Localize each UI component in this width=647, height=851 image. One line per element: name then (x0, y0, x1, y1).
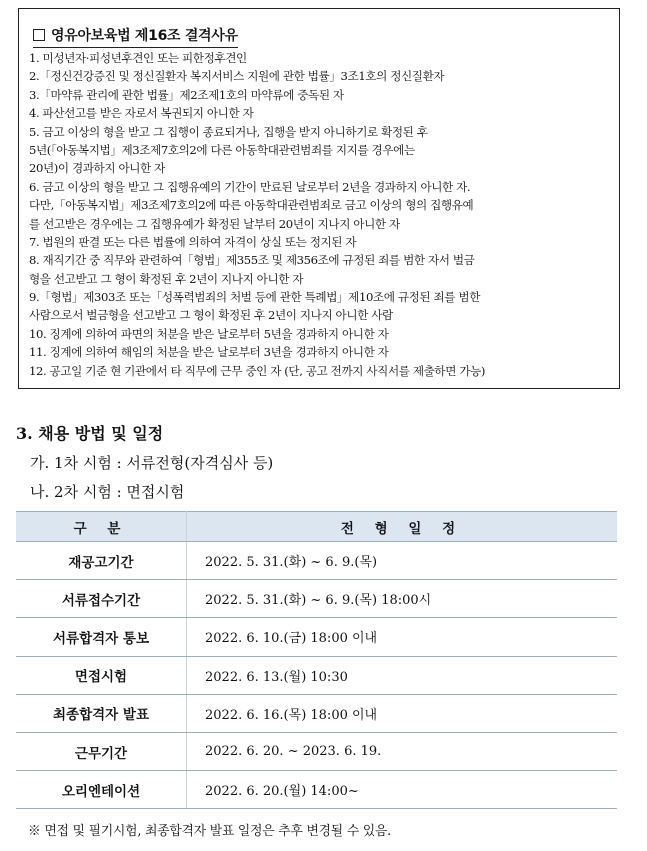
list-item: 5. 금고 이상의 형을 받고 그 집행이 종료되거나, 집행을 받지 아니하기로 확정된 후 (29, 124, 428, 139)
title-underline (33, 47, 238, 48)
table-row (16, 618, 617, 656)
row-value: 2022. 6. 20. ~ 2023. 6. 19. (187, 732, 618, 770)
row-label: 최종합격자 발표 (16, 694, 187, 732)
list-item: 9.「형법」제303조 또는「성폭력범죄의 처벌 등에 관한 특례법」제10조에 규정된 죄를 범한 (29, 290, 480, 305)
table-row (16, 732, 617, 770)
box-title (33, 25, 238, 45)
list-item: 형을 선고받고 그 형이 확정된 후 2년이 지나지 아니한 자 (29, 271, 304, 286)
schedule-header-row (16, 512, 617, 542)
header-category: 구 분 (16, 512, 187, 542)
row-value: 2022. 5. 31.(화) ~ 6. 9.(목) (187, 542, 618, 580)
second-exam-text: 나. 2차 시험 : 면접시험 (30, 483, 185, 501)
disqualification-list (29, 49, 614, 380)
list-item: 11. 징계에 의하여 해임의 처분을 받은 날로부터 3년을 경과하지 아니한 자 (29, 345, 389, 360)
row-value: 2022. 5. 31.(화) ~ 6. 9.(목) 18:00시 (187, 580, 618, 618)
row-value: 2022. 6. 16.(목) 18:00 이내 (187, 694, 618, 732)
list-item: 6. 금고 이상의 형을 받고 그 집행유예의 기간이 만료된 날로부터 2년을 경과하지 아니한 자. (29, 179, 471, 194)
row-value: 2022. 6. 10.(금) 18:00 이내 (187, 618, 618, 656)
list-item: 1. 미성년자·피성년후견인 또는 피한정후견인 (29, 51, 247, 65)
row-value: 2022. 6. 20.(월) 14:00~ (187, 771, 618, 809)
list-item: 3.「마약류 관리에 관한 법률」제2조제1호의 마약류에 중독된 자 (29, 87, 344, 102)
list-item: 12. 공고일 기준 현 기관에서 타 직무에 근무 중인 자 (단, 공고 전까지 사직서를 제출하면 가능) (29, 363, 486, 378)
header-schedule: 전 형 일 정 (187, 512, 618, 542)
row-label: 서류접수기간 (16, 580, 187, 618)
schedule-note: ※ 면접 및 필기시험, 최종합격자 발표 일정은 추후 변경될 수 있음. (28, 824, 392, 839)
list-item: 20년)이 경과하지 아니한 자 (29, 161, 165, 176)
list-item: 2.「정신건강증진 및 정신질환자 복지서비스 지원에 관한 법률」3조1호의 정신질환자 (29, 69, 445, 84)
list-item: 사람으로서 벌금형을 선고받고 그 형이 확정된 후 2년이 지나지 아니한 사람 (29, 308, 393, 323)
section-title: 3. 채용 방법 및 일정 (16, 424, 164, 443)
disqualification-box (18, 8, 620, 389)
checkbox-square-icon (33, 29, 45, 41)
row-label: 오리엔테이션 (16, 771, 187, 809)
list-item: 10. 징계에 의하여 파면의 처분을 받은 날로부터 5년을 경과하지 아니한 자 (29, 326, 389, 341)
schedule-table (16, 511, 617, 809)
table-row (16, 542, 617, 580)
first-exam-text: 가. 1차 시험 : 서류전형(자격심사 등) (30, 454, 274, 472)
row-value: 2022. 6. 13.(월) 10:30 (187, 656, 618, 694)
row-label: 서류합격자 통보 (16, 618, 187, 656)
list-item: 5년(「아동복지법」제3조제7호의2에 다른 아동학대관련범죄를 지지를 경우에는 (29, 142, 415, 157)
list-item: 7. 법원의 판결 또는 다른 법률에 의하여 자격이 상실 또는 정지된 자 (29, 234, 357, 249)
table-row (16, 656, 617, 694)
table-row (16, 694, 617, 732)
list-item: 8. 재직기간 중 직무와 관련하여「형법」제355조 및 제356조에 규정된 죄를 범한 자서 벌금 (29, 253, 475, 268)
list-item: 다만,「아동복지법」제3조제7호의2에 따른 아동학대관련범죄로 금고 이상의 형의 집행유예 (29, 198, 474, 213)
table-row (16, 580, 617, 618)
table-row (16, 771, 617, 809)
list-item: 4. 파산선고를 받은 자로서 복권되지 아니한 자 (29, 106, 254, 121)
row-label: 근무기간 (16, 732, 187, 770)
list-item: 를 선고받은 경우에는 그 집행유예가 확정된 날부터 20년이 지나지 아니한 자 (29, 216, 400, 231)
row-label: 재공고기간 (16, 542, 187, 580)
box-title-text: 영유아보육법 제16조 결격사유 (51, 28, 238, 44)
row-label: 면접시험 (16, 656, 187, 694)
